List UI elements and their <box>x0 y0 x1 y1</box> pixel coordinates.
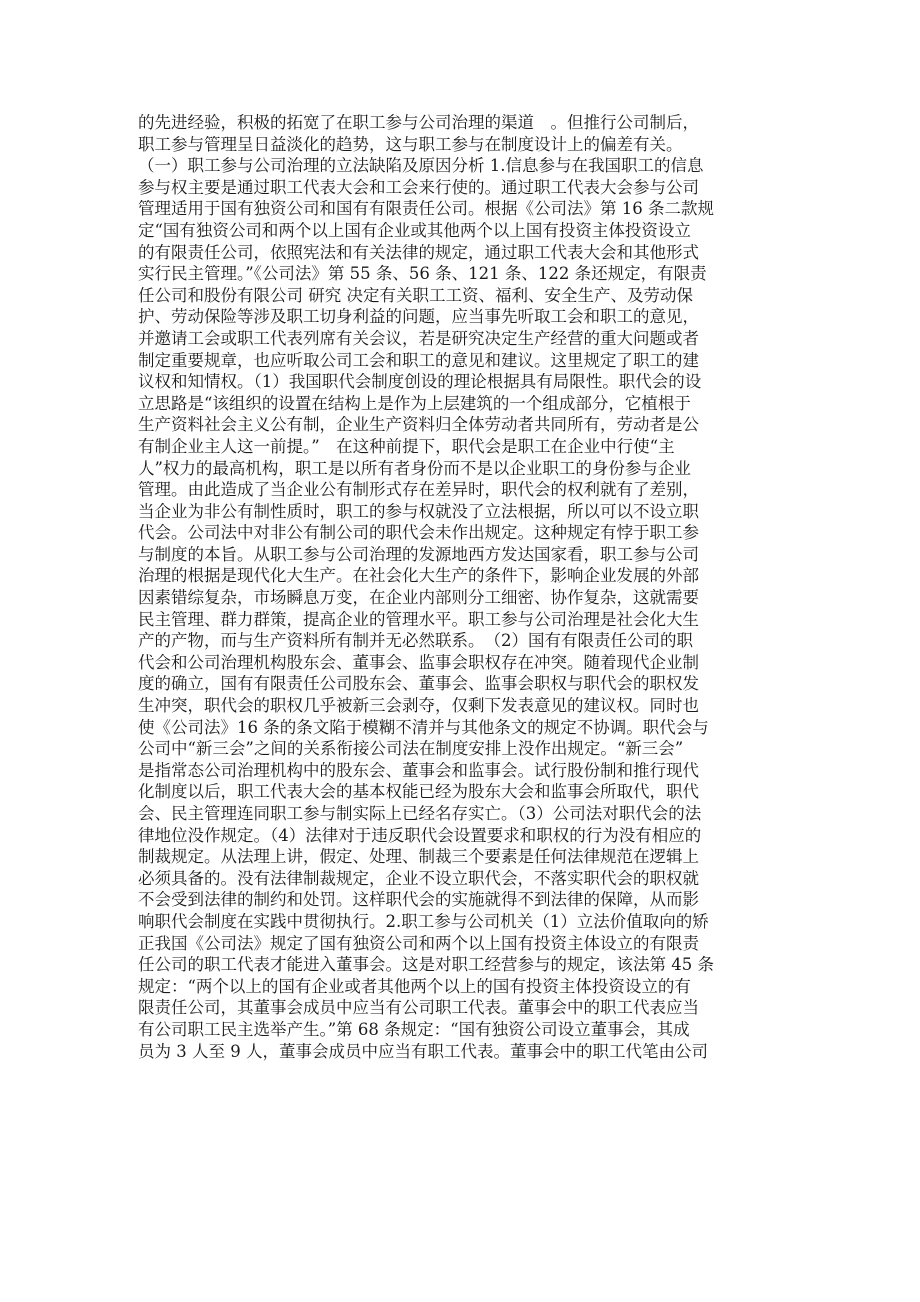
text-line: 化制度以后，职工代表大会的基本权能已经为股东大会和监事会所取代，职代 <box>138 782 699 802</box>
text-line: 响职代会制度在实践中贯彻执行。2.职工参与公司机关（1）立法价值取向的矫 <box>138 911 709 931</box>
text-line: 制裁规定。从法理上讲，假定、处理、制裁三个要素是任何法律规范在逻辑上 <box>138 847 699 867</box>
text-line: 制定重要规章，也应听取公司工会和职工的意见和建议。这里规定了职工的建 <box>138 350 699 370</box>
text-line: 代会和公司治理机构股东会、董事会、监事会职权存在冲突。随着现代企业制 <box>138 652 699 672</box>
text-line: 生冲突，职代会的职权几乎被新三会剥夺，仅剩下发表意见的建议权。同时也 <box>138 696 699 716</box>
text-line: 正我国《公司法》规定了国有独资公司和两个以上国有投资主体设立的有限责 <box>138 933 699 953</box>
text-line: 立思路是“该组织的设置在结构上是作为上层建筑的一个组成部分，它植根于 <box>138 393 691 413</box>
text-line: 度的确立，国有有限责任公司股东会、董事会、监事会职权与职代会的职权发 <box>138 674 699 694</box>
text-line: 任公司的职工代表才能进入董事会。这是对职工经营参与的规定，该法第 45 条 <box>138 955 714 975</box>
body-text <box>138 112 788 1062</box>
text-line: 管理适用于国有独资公司和国有有限责任公司。根据《公司法》第 16 条二款规 <box>138 199 714 219</box>
text-line: 有制企业主人这一前提。” 在这种前提下，职代会是职工在企业中行使“主 <box>138 436 675 456</box>
text-line: 限责任公司，其董事会成员中应当有公司职工代表。董事会中的职工代表应当 <box>138 998 699 1018</box>
text-line: 代会。公司法中对非公有制公司的职代会未作出规定。这种规定有悖于职工参 <box>138 523 699 543</box>
text-line: 人”权力的最高机构，职工是以所有者身份而不是以企业职工的身份参与企业 <box>138 458 691 478</box>
text-line: 会、民主管理连同职工参与制实际上已经名存实亡。（3）公司法对职代会的法 <box>138 804 702 823</box>
text-line: 民主管理、群力群策，提高企业的管理水平。职工参与公司治理是社会化大生 <box>138 609 699 629</box>
text-line: 管理。由此造成了当企业公有制形式存在差异时，职代会的权利就有了差别， <box>138 480 699 500</box>
text-line: 规定：“两个以上的国有企业或者其他两个以上的国有投资主体投资设立的有 <box>138 976 691 996</box>
text-line: 治理的根据是现代化大生产。在社会化大生产的条件下，影响企业发展的外部 <box>138 566 699 586</box>
text-line: 职工参与管理呈日益淡化的趋势，这与职工参与在制度设计上的偏差有关。 <box>138 134 683 154</box>
text-line: 是指常态公司治理机构中的股东会、董事会和监事会。试行股份制和推行现代 <box>138 760 699 780</box>
text-line: 产的产物，而与生产资料所有制并无必然联系。 （2）国有有限责任公司的职 <box>138 631 693 651</box>
text-line: 的有限责任公司，依照宪法和有关法律的规定，通过职工代表大会和其他形式 <box>138 242 699 262</box>
text-line: 参与权主要是通过职工代表大会和工会来行使的。通过职工代表大会参与公司 <box>138 177 699 197</box>
text-line: 的先进经验，积极的拓宽了在职工参与公司治理的渠道 。但推行公司制后， <box>138 113 699 132</box>
text-line: 使《公司法》16 条的条文陷于模糊不清并与其他条文的规定不协调。职代会与 <box>138 717 709 737</box>
text-line: 与制度的本旨。从职工参与公司治理的发源地西方发达国家看，职工参与公司 <box>138 544 699 564</box>
text-line: 因素错综复杂，市场瞬息万变，在企业内部则分工细密、协作复杂，这就需要 <box>138 588 699 608</box>
text-line: 不会受到法律的制约和处罚。这样职代会的实施就得不到法律的保障，从而影 <box>138 890 699 910</box>
text-line: 任公司和股份有限公司 研究 决定有关职工工资、福利、安全生产、及劳动保 <box>138 285 693 305</box>
text-line: 定“国有独资公司和两个以上国有企业或其他两个以上国有投资主体投资设立 <box>138 220 691 240</box>
text-line: 必须具备的。没有法律制裁规定，企业不设立职代会，不落实职代会的职权就 <box>138 868 699 888</box>
text-line: 员为 3 人至 9 人，董事会成员中应当有职工代表。董事会中的职工代笔由公司 <box>138 1041 708 1061</box>
text-line: 议权和知情权。（1）我国职代会制度创设的理论根据具有局限性。职代会的设 <box>138 372 702 392</box>
text-line: 律地位没作规定。（4）法律对于违反职代会设置要求和职权的行为没有相应的 <box>138 825 702 845</box>
text-line: 公司中“新三会”之间的关系衔接公司法在制度安排上没作出规定。“新三会” <box>138 739 684 759</box>
text-line: 生产资料社会主义公有制，企业生产资料归全体劳动者共同所有，劳动者是公 <box>138 415 699 435</box>
text-line: 当企业为非公有制性质时，职工的参与权就没了立法根据，所以可以不设立职 <box>138 501 699 521</box>
text-line: 护、劳动保险等涉及职工切身利益的问题，应当事先听取工会和职工的意见， <box>138 307 699 327</box>
text-line: 实行民主管理。”《公司法》第 55 条、56 条、121 条、122 条还规定，有限责 <box>138 264 707 284</box>
text-line: 有公司职工民主选举产生。”第 68 条规定：“国有独资公司设立董事会，其成 <box>138 1019 690 1039</box>
text-line: （一）职工参与公司治理的立法缺陷及原因分析 1.信息参与在我国职工的信息 <box>138 156 704 176</box>
text-line: 并邀请工会或职工代表列席有关会议，若是研究决定生产经营的重大问题或者 <box>138 328 699 348</box>
